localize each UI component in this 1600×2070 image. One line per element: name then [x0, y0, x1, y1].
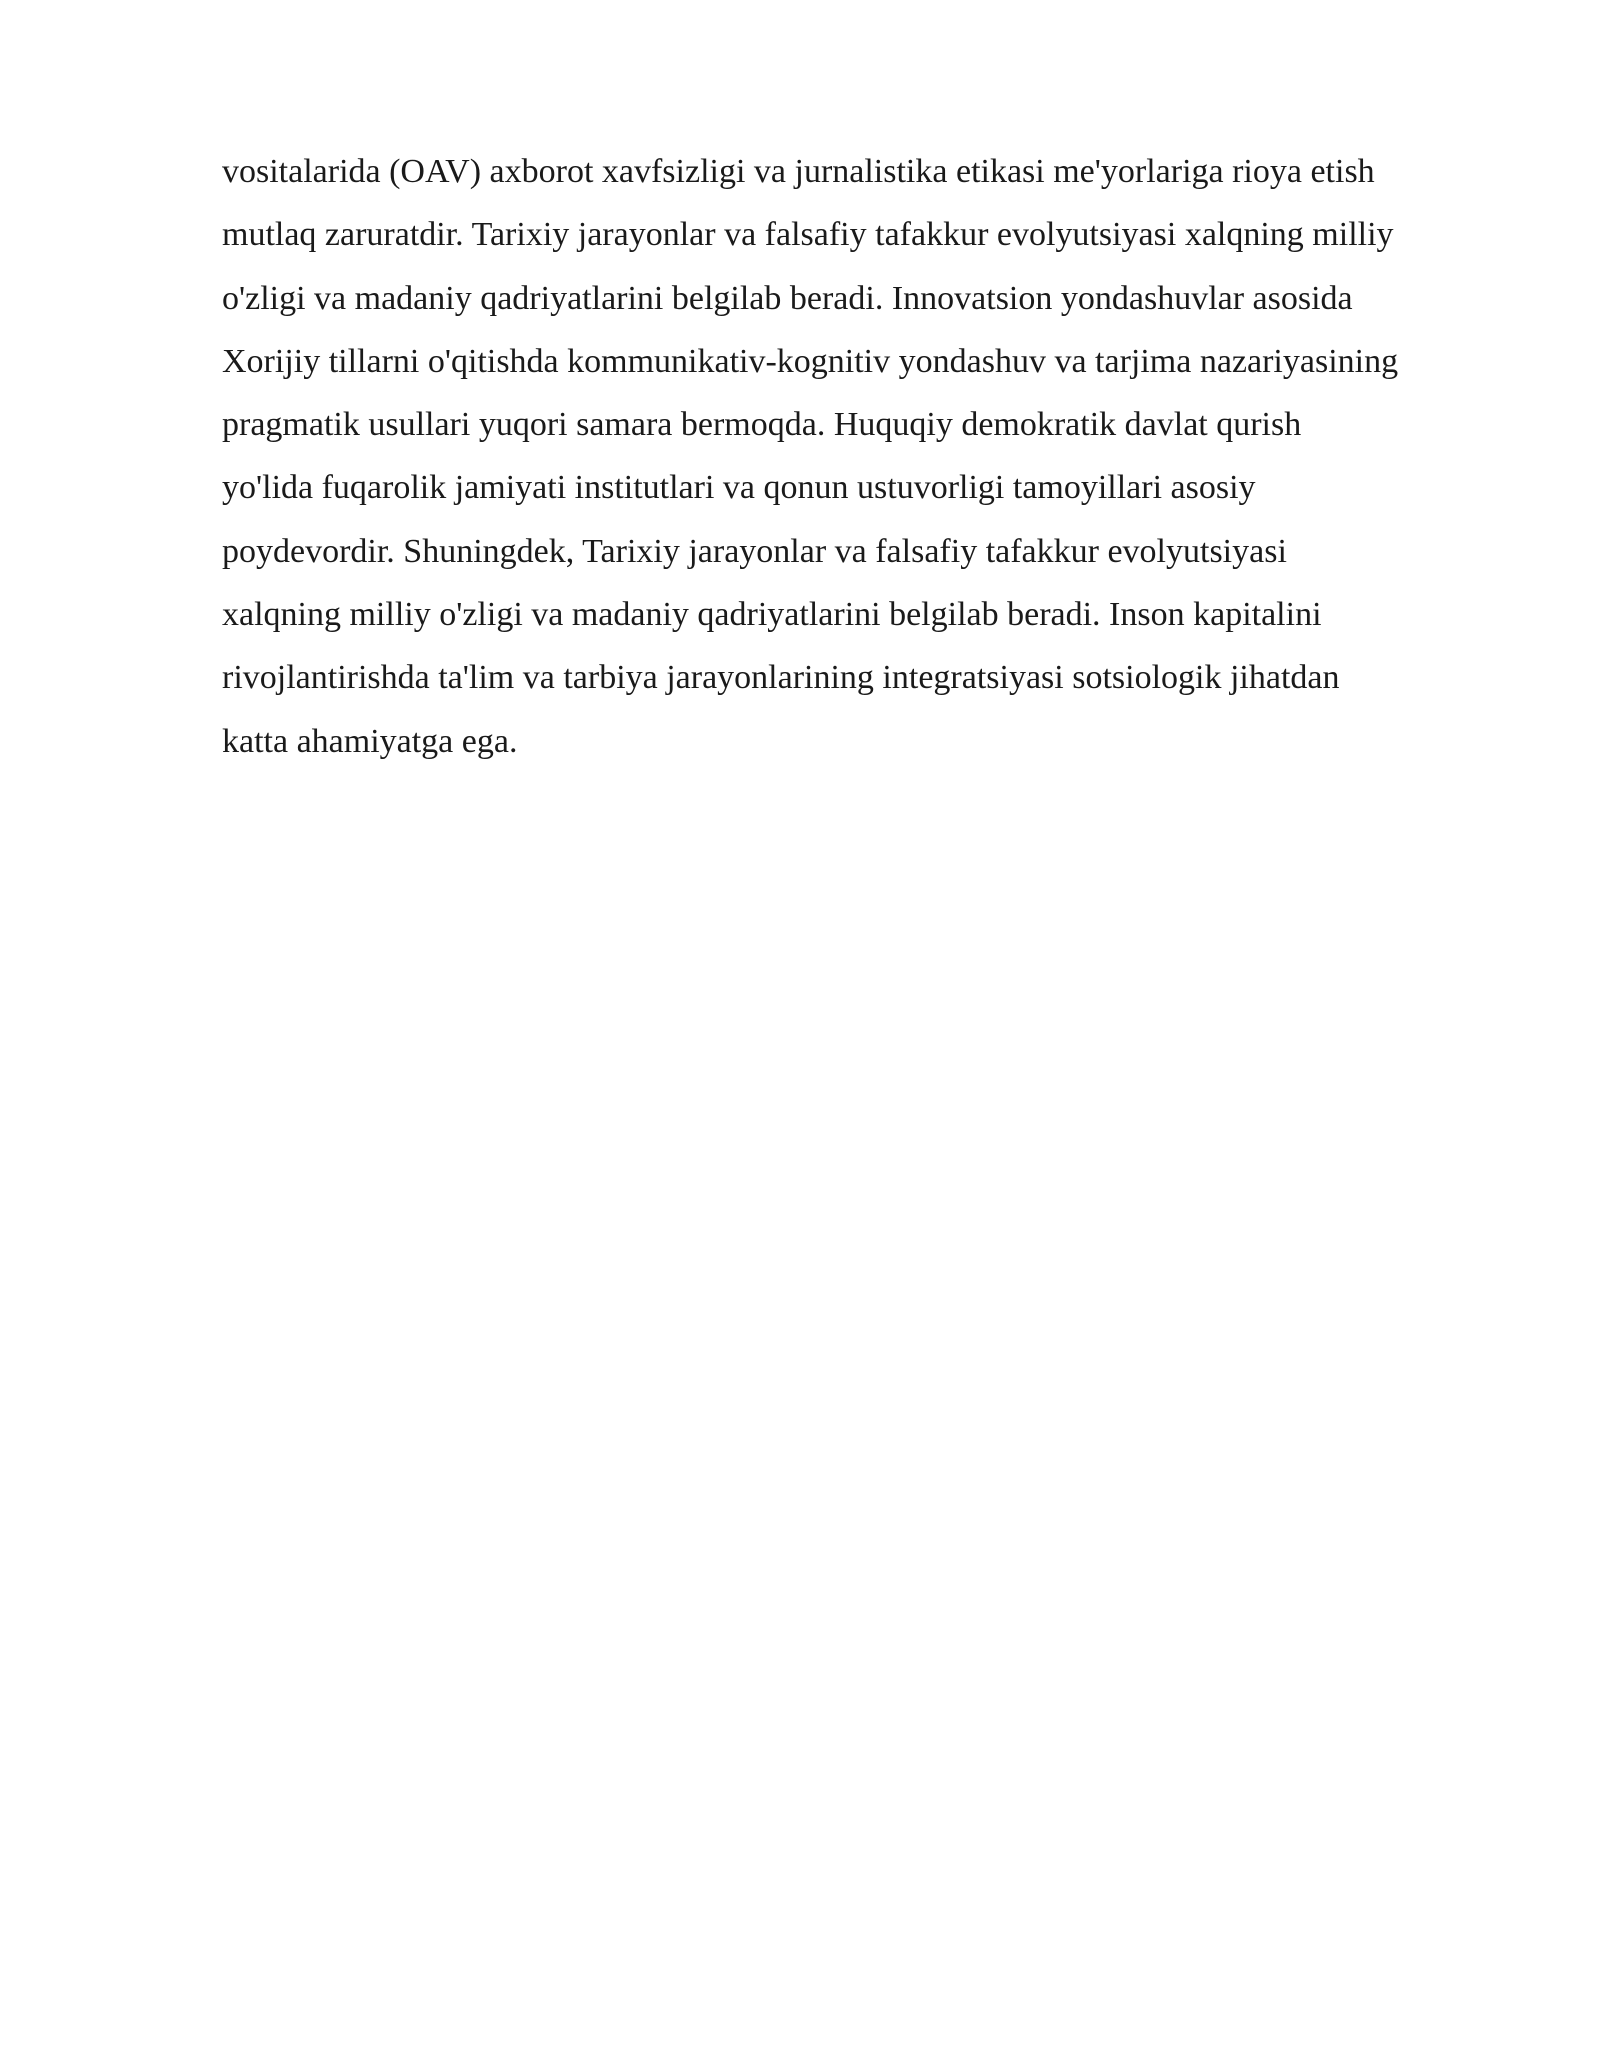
paragraph-line: Xorijiy tillarni o'qitishda kommunikativ-kognitiv yondashuv va tarjima nazariyasining	[222, 342, 1399, 380]
paragraph-line: poydevordir. Shuningdek, Tarixiy jarayonlar va falsafiy tafakkur evolyutsiyasi	[222, 532, 1287, 570]
paragraph-line: pragmatik usullari yuqori samara bermoqda. Huquqiy demokratik davlat qurish	[222, 406, 1302, 444]
paragraph-line: rivojlantirishda ta'lim va tarbiya jarayonlarining integratsiyasi sotsiologik jihatdan	[222, 659, 1340, 697]
paragraph-line: yo'lida fuqarolik jamiyati institutlari va qonun ustuvorligi tamoyillari asosiy	[222, 469, 1256, 507]
paragraph-line: o'zligi va madaniy qadriyatlarini belgilab beradi. Innovatsion yondashuvlar asosida	[222, 279, 1353, 317]
paragraph-line: vositalarida (OAV) axborot xavfsizligi va jurnalistika etikasi me'yorlariga rioya etish	[222, 153, 1375, 190]
paragraph-line: mutlaq zaruratdir. Tarixiy jarayonlar va falsafiy tafakkur evolyutsiyasi xalqning milliy	[222, 216, 1394, 254]
paragraph-line-last: katta ahamiyatga ega.	[222, 722, 518, 760]
body-paragraph	[222, 140, 1490, 773]
paragraph-line: xalqning milliy o'zligi va madaniy qadriyatlarini belgilab beradi. Inson kapitalini	[222, 596, 1322, 634]
